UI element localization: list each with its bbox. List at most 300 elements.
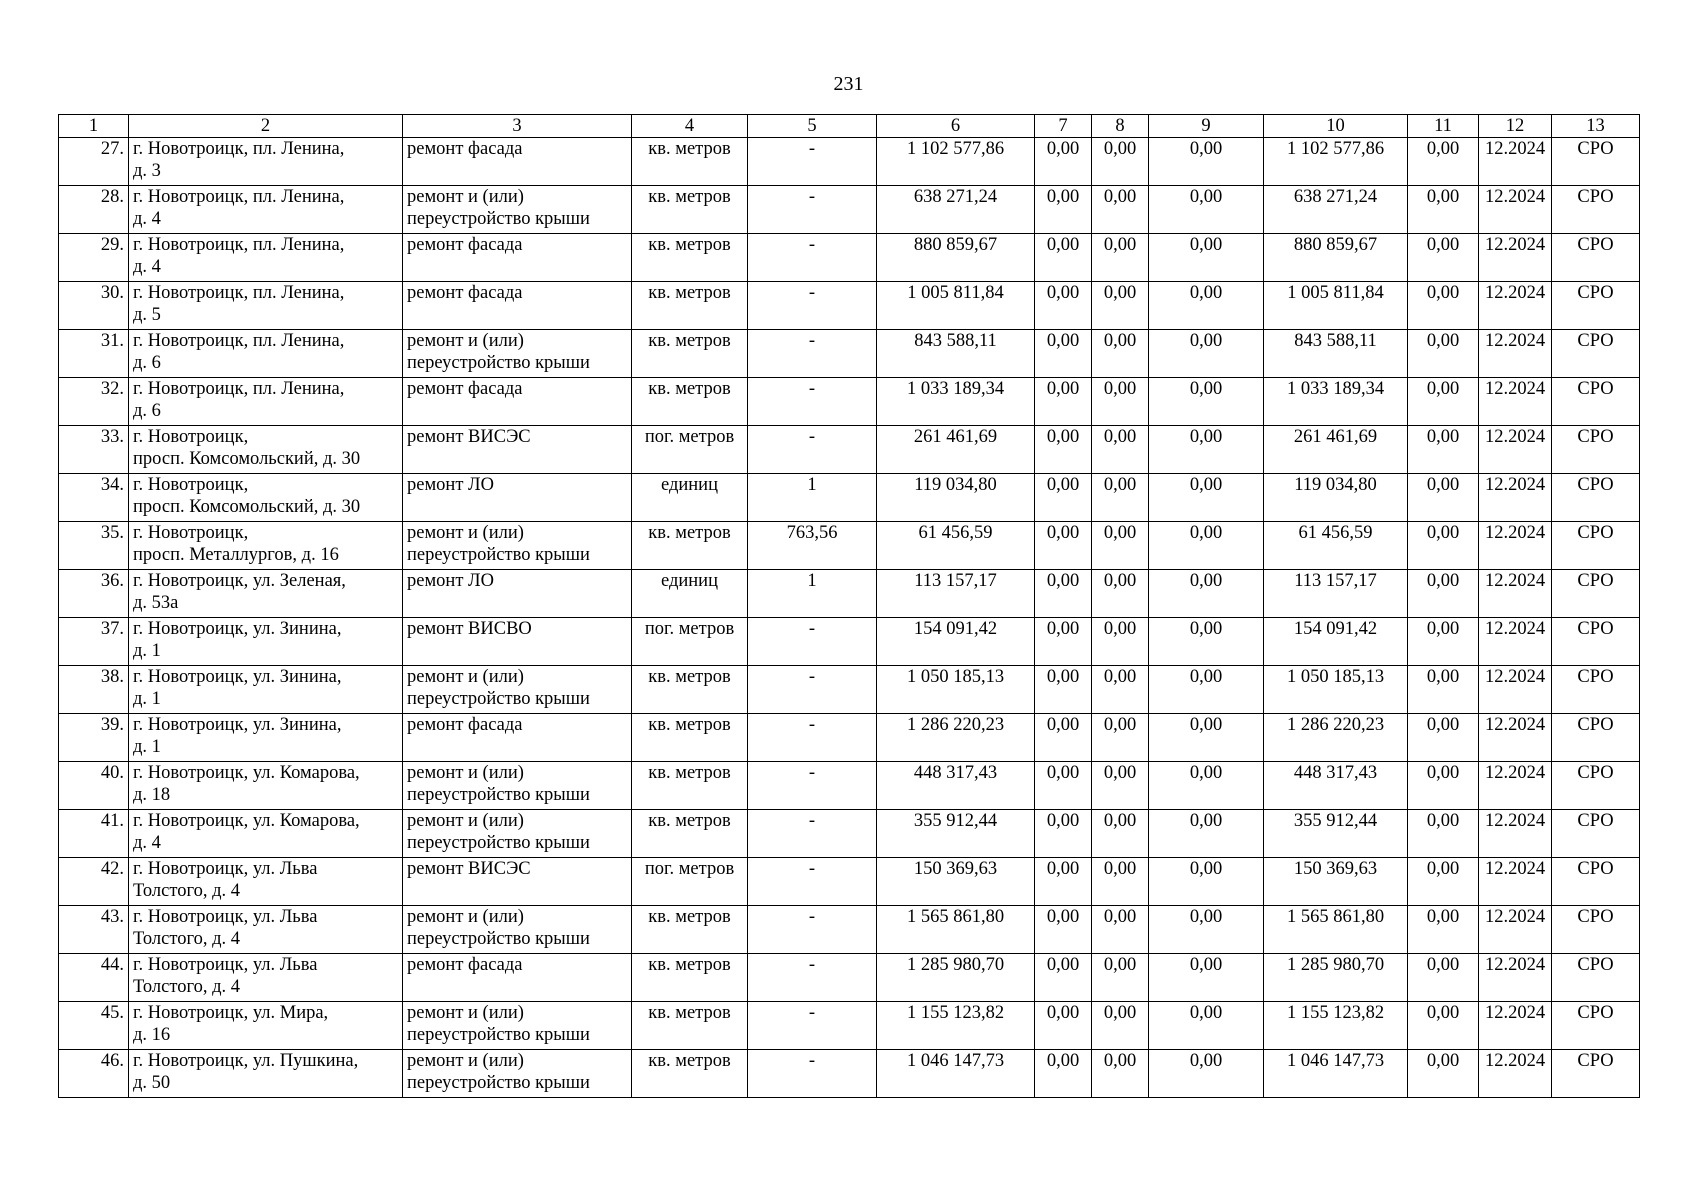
row-number-cell: 38. xyxy=(59,666,129,714)
column-7-cell: 0,00 xyxy=(1035,858,1092,906)
column-8-cell: 0,00 xyxy=(1092,1002,1149,1050)
address-line: д. 1 xyxy=(133,689,161,709)
column-header: 12 xyxy=(1479,115,1552,138)
column-9-cell: 0,00 xyxy=(1149,234,1264,282)
column-9-cell: 0,00 xyxy=(1149,858,1264,906)
work-type-line: переустройство крыши xyxy=(407,209,590,229)
address-line: г. Новотроицк, ул. Зинина, xyxy=(133,715,342,735)
work-type-line: ремонт и (или) xyxy=(407,523,524,543)
column-7-cell: 0,00 xyxy=(1035,474,1092,522)
address-line: просп. Металлургов, д. 16 xyxy=(133,545,339,565)
column-8-cell: 0,00 xyxy=(1092,906,1149,954)
column-11-cell: 0,00 xyxy=(1408,570,1479,618)
work-type-cell xyxy=(403,522,632,570)
work-type-cell xyxy=(403,906,632,954)
source-cell: СРО xyxy=(1552,138,1640,186)
work-type-line: переустройство крыши xyxy=(407,689,590,709)
address-cell xyxy=(129,666,403,714)
address-line: просп. Комсомольский, д. 30 xyxy=(133,449,361,469)
address-line: д. 16 xyxy=(133,1025,171,1045)
address-line: г. Новотроицк, ул. Комарова, xyxy=(133,763,360,783)
quantity-cell: - xyxy=(748,858,877,906)
total-cost-cell: 1 565 861,80 xyxy=(877,906,1035,954)
source-cell: СРО xyxy=(1552,1050,1640,1098)
row-number-cell: 29. xyxy=(59,234,129,282)
source-cell: СРО xyxy=(1552,282,1640,330)
work-type-line: ремонт ВИСЭС xyxy=(407,859,531,879)
deadline-cell: 12.2024 xyxy=(1479,474,1552,522)
work-type-line: ремонт и (или) xyxy=(407,1003,524,1023)
column-11-cell: 0,00 xyxy=(1408,522,1479,570)
column-9-cell: 0,00 xyxy=(1149,954,1264,1002)
work-type-cell xyxy=(403,234,632,282)
table-row xyxy=(59,762,1640,810)
column-11-cell: 0,00 xyxy=(1408,186,1479,234)
table-row xyxy=(59,570,1640,618)
address-line: г. Новотроицк, ул. Комарова, xyxy=(133,811,360,831)
column-7-cell: 0,00 xyxy=(1035,330,1092,378)
address-cell xyxy=(129,906,403,954)
address-line: д. 6 xyxy=(133,353,161,373)
column-8-cell: 0,00 xyxy=(1092,666,1149,714)
work-type-cell xyxy=(403,186,632,234)
deadline-cell: 12.2024 xyxy=(1479,330,1552,378)
address-cell xyxy=(129,810,403,858)
total-cost-cell: 113 157,17 xyxy=(877,570,1035,618)
column-10-cell: 1 050 185,13 xyxy=(1264,666,1408,714)
column-header: 8 xyxy=(1092,115,1149,138)
address-line: г. Новотроицк, ул. Зинина, xyxy=(133,667,342,687)
column-9-cell: 0,00 xyxy=(1149,762,1264,810)
address-line: д. 4 xyxy=(133,833,161,853)
column-8-cell: 0,00 xyxy=(1092,234,1149,282)
row-number-cell: 46. xyxy=(59,1050,129,1098)
work-type-line: переустройство крыши xyxy=(407,1025,590,1045)
column-9-cell: 0,00 xyxy=(1149,378,1264,426)
column-8-cell: 0,00 xyxy=(1092,330,1149,378)
column-10-cell: 355 912,44 xyxy=(1264,810,1408,858)
work-type-cell xyxy=(403,570,632,618)
address-line: д. 53а xyxy=(133,593,179,613)
address-cell xyxy=(129,570,403,618)
row-number-cell: 40. xyxy=(59,762,129,810)
deadline-cell: 12.2024 xyxy=(1479,234,1552,282)
unit-cell: кв. метров xyxy=(632,186,748,234)
unit-cell: пог. метров xyxy=(632,426,748,474)
work-type-line: ремонт фасада xyxy=(407,379,523,399)
total-cost-cell: 1 033 189,34 xyxy=(877,378,1035,426)
source-cell: СРО xyxy=(1552,378,1640,426)
work-type-line: ремонт и (или) xyxy=(407,763,524,783)
address-line: г. Новотроицк, ул. Зеленая, xyxy=(133,571,346,591)
column-8-cell: 0,00 xyxy=(1092,618,1149,666)
column-10-cell: 113 157,17 xyxy=(1264,570,1408,618)
source-cell: СРО xyxy=(1552,954,1640,1002)
work-type-line: ремонт фасада xyxy=(407,283,523,303)
work-type-cell xyxy=(403,1050,632,1098)
source-cell: СРО xyxy=(1552,762,1640,810)
quantity-cell: - xyxy=(748,1002,877,1050)
work-type-line: ремонт и (или) xyxy=(407,331,524,351)
quantity-cell: - xyxy=(748,762,877,810)
table-row xyxy=(59,858,1640,906)
column-header: 6 xyxy=(877,115,1035,138)
address-line: г. Новотроицк, пл. Ленина, xyxy=(133,283,345,303)
column-7-cell: 0,00 xyxy=(1035,570,1092,618)
work-type-line: переустройство крыши xyxy=(407,1073,590,1093)
row-number-cell: 43. xyxy=(59,906,129,954)
row-number-cell: 36. xyxy=(59,570,129,618)
column-8-cell: 0,00 xyxy=(1092,1050,1149,1098)
deadline-cell: 12.2024 xyxy=(1479,138,1552,186)
address-cell xyxy=(129,618,403,666)
unit-cell: единиц xyxy=(632,570,748,618)
column-header: 9 xyxy=(1149,115,1264,138)
column-11-cell: 0,00 xyxy=(1408,474,1479,522)
work-type-line: переустройство крыши xyxy=(407,545,590,565)
table-row xyxy=(59,426,1640,474)
row-number-cell: 37. xyxy=(59,618,129,666)
address-line: просп. Комсомольский, д. 30 xyxy=(133,497,361,517)
source-cell: СРО xyxy=(1552,714,1640,762)
column-11-cell: 0,00 xyxy=(1408,1002,1479,1050)
row-number-cell: 34. xyxy=(59,474,129,522)
column-9-cell: 0,00 xyxy=(1149,138,1264,186)
column-11-cell: 0,00 xyxy=(1408,666,1479,714)
row-number-cell: 44. xyxy=(59,954,129,1002)
quantity-cell: - xyxy=(748,906,877,954)
work-type-line: ремонт фасада xyxy=(407,715,523,735)
column-8-cell: 0,00 xyxy=(1092,426,1149,474)
total-cost-cell: 880 859,67 xyxy=(877,234,1035,282)
row-number-cell: 28. xyxy=(59,186,129,234)
address-line: г. Новотроицк, ул. Льва xyxy=(133,955,318,975)
quantity-cell: - xyxy=(748,1050,877,1098)
unit-cell: кв. метров xyxy=(632,666,748,714)
deadline-cell: 12.2024 xyxy=(1479,954,1552,1002)
column-header: 10 xyxy=(1264,115,1408,138)
column-header: 7 xyxy=(1035,115,1092,138)
row-number-cell: 32. xyxy=(59,378,129,426)
quantity-cell: - xyxy=(748,186,877,234)
table-row xyxy=(59,666,1640,714)
deadline-cell: 12.2024 xyxy=(1479,762,1552,810)
source-cell: СРО xyxy=(1552,618,1640,666)
total-cost-cell: 1 286 220,23 xyxy=(877,714,1035,762)
work-type-line: ремонт и (или) xyxy=(407,907,524,927)
address-line: г. Новотроицк, пл. Ленина, xyxy=(133,139,345,159)
column-10-cell: 1 565 861,80 xyxy=(1264,906,1408,954)
address-line: д. 5 xyxy=(133,305,161,325)
column-header: 11 xyxy=(1408,115,1479,138)
address-line: д. 6 xyxy=(133,401,161,421)
work-type-line: ремонт фасада xyxy=(407,955,523,975)
work-type-cell xyxy=(403,618,632,666)
column-9-cell: 0,00 xyxy=(1149,618,1264,666)
address-line: г. Новотроицк, пл. Ленина, xyxy=(133,187,345,207)
table-row xyxy=(59,234,1640,282)
table-row xyxy=(59,954,1640,1002)
column-11-cell: 0,00 xyxy=(1408,906,1479,954)
column-header: 13 xyxy=(1552,115,1640,138)
repair-register-table xyxy=(58,114,1640,1098)
column-10-cell: 154 091,42 xyxy=(1264,618,1408,666)
total-cost-cell: 1 050 185,13 xyxy=(877,666,1035,714)
table-row xyxy=(59,1050,1640,1098)
unit-cell: кв. метров xyxy=(632,234,748,282)
column-10-cell: 1 046 147,73 xyxy=(1264,1050,1408,1098)
address-line: Толстого, д. 4 xyxy=(133,929,240,949)
total-cost-cell: 638 271,24 xyxy=(877,186,1035,234)
address-cell xyxy=(129,426,403,474)
total-cost-cell: 154 091,42 xyxy=(877,618,1035,666)
deadline-cell: 12.2024 xyxy=(1479,1050,1552,1098)
source-cell: СРО xyxy=(1552,666,1640,714)
row-number-cell: 35. xyxy=(59,522,129,570)
column-8-cell: 0,00 xyxy=(1092,954,1149,1002)
column-7-cell: 0,00 xyxy=(1035,282,1092,330)
total-cost-cell: 261 461,69 xyxy=(877,426,1035,474)
column-8-cell: 0,00 xyxy=(1092,762,1149,810)
row-number-cell: 31. xyxy=(59,330,129,378)
work-type-line: ремонт и (или) xyxy=(407,667,524,687)
column-header: 1 xyxy=(59,115,129,138)
unit-cell: пог. метров xyxy=(632,618,748,666)
deadline-cell: 12.2024 xyxy=(1479,282,1552,330)
column-8-cell: 0,00 xyxy=(1092,282,1149,330)
work-type-cell xyxy=(403,138,632,186)
work-type-line: ремонт ЛО xyxy=(407,475,494,495)
work-type-line: ремонт и (или) xyxy=(407,1051,524,1071)
column-9-cell: 0,00 xyxy=(1149,810,1264,858)
address-cell xyxy=(129,138,403,186)
source-cell: СРО xyxy=(1552,906,1640,954)
quantity-cell: - xyxy=(748,666,877,714)
row-number-cell: 39. xyxy=(59,714,129,762)
column-7-cell: 0,00 xyxy=(1035,426,1092,474)
row-number-cell: 42. xyxy=(59,858,129,906)
work-type-line: переустройство крыши xyxy=(407,785,590,805)
column-9-cell: 0,00 xyxy=(1149,330,1264,378)
work-type-cell xyxy=(403,666,632,714)
source-cell: СРО xyxy=(1552,426,1640,474)
column-10-cell: 1 033 189,34 xyxy=(1264,378,1408,426)
work-type-cell xyxy=(403,810,632,858)
source-cell: СРО xyxy=(1552,186,1640,234)
source-cell: СРО xyxy=(1552,474,1640,522)
work-type-cell xyxy=(403,474,632,522)
table-row xyxy=(59,810,1640,858)
deadline-cell: 12.2024 xyxy=(1479,666,1552,714)
work-type-cell xyxy=(403,426,632,474)
unit-cell: кв. метров xyxy=(632,330,748,378)
column-10-cell: 880 859,67 xyxy=(1264,234,1408,282)
work-type-line: ремонт ЛО xyxy=(407,571,494,591)
column-number-row xyxy=(59,115,1640,138)
column-11-cell: 0,00 xyxy=(1408,330,1479,378)
row-number-cell: 27. xyxy=(59,138,129,186)
column-9-cell: 0,00 xyxy=(1149,426,1264,474)
total-cost-cell: 61 456,59 xyxy=(877,522,1035,570)
total-cost-cell: 1 046 147,73 xyxy=(877,1050,1035,1098)
work-type-cell xyxy=(403,714,632,762)
column-11-cell: 0,00 xyxy=(1408,858,1479,906)
work-type-line: переустройство крыши xyxy=(407,833,590,853)
column-10-cell: 261 461,69 xyxy=(1264,426,1408,474)
column-11-cell: 0,00 xyxy=(1408,714,1479,762)
deadline-cell: 12.2024 xyxy=(1479,570,1552,618)
table-row xyxy=(59,906,1640,954)
deadline-cell: 12.2024 xyxy=(1479,378,1552,426)
address-line: г. Новотроицк, ул. Зинина, xyxy=(133,619,342,639)
work-type-line: ремонт и (или) xyxy=(407,811,524,831)
row-number-cell: 33. xyxy=(59,426,129,474)
deadline-cell: 12.2024 xyxy=(1479,906,1552,954)
column-11-cell: 0,00 xyxy=(1408,1050,1479,1098)
address-line: д. 4 xyxy=(133,257,161,277)
deadline-cell: 12.2024 xyxy=(1479,714,1552,762)
source-cell: СРО xyxy=(1552,810,1640,858)
deadline-cell: 12.2024 xyxy=(1479,858,1552,906)
address-cell xyxy=(129,378,403,426)
source-cell: СРО xyxy=(1552,330,1640,378)
column-11-cell: 0,00 xyxy=(1408,954,1479,1002)
column-7-cell: 0,00 xyxy=(1035,666,1092,714)
address-cell xyxy=(129,282,403,330)
column-8-cell: 0,00 xyxy=(1092,570,1149,618)
work-type-cell xyxy=(403,762,632,810)
work-type-cell xyxy=(403,954,632,1002)
unit-cell: кв. метров xyxy=(632,810,748,858)
address-line: д. 1 xyxy=(133,641,161,661)
table-row xyxy=(59,714,1640,762)
total-cost-cell: 1 285 980,70 xyxy=(877,954,1035,1002)
source-cell: СРО xyxy=(1552,1002,1640,1050)
column-11-cell: 0,00 xyxy=(1408,378,1479,426)
address-line: д. 3 xyxy=(133,161,161,181)
column-9-cell: 0,00 xyxy=(1149,186,1264,234)
source-cell: СРО xyxy=(1552,570,1640,618)
column-7-cell: 0,00 xyxy=(1035,810,1092,858)
unit-cell: кв. метров xyxy=(632,906,748,954)
table-row xyxy=(59,474,1640,522)
address-line: г. Новотроицк, ул. Пушкина, xyxy=(133,1051,359,1071)
row-number-cell: 41. xyxy=(59,810,129,858)
work-type-line: переустройство крыши xyxy=(407,353,590,373)
unit-cell: кв. метров xyxy=(632,714,748,762)
address-line: г. Новотроицк, пл. Ленина, xyxy=(133,379,345,399)
column-10-cell: 1 155 123,82 xyxy=(1264,1002,1408,1050)
address-line: Толстого, д. 4 xyxy=(133,881,240,901)
page-number: 231 xyxy=(833,73,864,95)
unit-cell: кв. метров xyxy=(632,522,748,570)
deadline-cell: 12.2024 xyxy=(1479,186,1552,234)
address-line: г. Новотроицк, пл. Ленина, xyxy=(133,331,345,351)
total-cost-cell: 1 005 811,84 xyxy=(877,282,1035,330)
total-cost-cell: 355 912,44 xyxy=(877,810,1035,858)
column-header: 3 xyxy=(403,115,632,138)
work-type-cell xyxy=(403,282,632,330)
column-7-cell: 0,00 xyxy=(1035,906,1092,954)
unit-cell: кв. метров xyxy=(632,378,748,426)
total-cost-cell: 1 155 123,82 xyxy=(877,1002,1035,1050)
work-type-line: ремонт и (или) xyxy=(407,187,524,207)
unit-cell: кв. метров xyxy=(632,1002,748,1050)
column-8-cell: 0,00 xyxy=(1092,714,1149,762)
address-line: г. Новотроицк, ул. Льва xyxy=(133,859,318,879)
quantity-cell: - xyxy=(748,138,877,186)
table-row xyxy=(59,522,1640,570)
total-cost-cell: 448 317,43 xyxy=(877,762,1035,810)
unit-cell: кв. метров xyxy=(632,954,748,1002)
quantity-cell: - xyxy=(748,378,877,426)
column-10-cell: 843 588,11 xyxy=(1264,330,1408,378)
address-line: г. Новотроицк, xyxy=(133,523,249,543)
table-row xyxy=(59,186,1640,234)
column-8-cell: 0,00 xyxy=(1092,138,1149,186)
quantity-cell: 763,56 xyxy=(748,522,877,570)
work-type-line: ремонт ВИСЭС xyxy=(407,427,531,447)
column-8-cell: 0,00 xyxy=(1092,810,1149,858)
source-cell: СРО xyxy=(1552,522,1640,570)
quantity-cell: - xyxy=(748,810,877,858)
column-9-cell: 0,00 xyxy=(1149,1050,1264,1098)
column-9-cell: 0,00 xyxy=(1149,1002,1264,1050)
source-cell: СРО xyxy=(1552,234,1640,282)
address-line: г. Новотроицк, ул. Мира, xyxy=(133,1003,329,1023)
total-cost-cell: 119 034,80 xyxy=(877,474,1035,522)
work-type-cell xyxy=(403,330,632,378)
register-body xyxy=(59,138,1640,1098)
column-11-cell: 0,00 xyxy=(1408,426,1479,474)
work-type-line: ремонт фасада xyxy=(407,139,523,159)
column-7-cell: 0,00 xyxy=(1035,714,1092,762)
address-cell xyxy=(129,474,403,522)
column-8-cell: 0,00 xyxy=(1092,522,1149,570)
column-10-cell: 1 286 220,23 xyxy=(1264,714,1408,762)
row-number-cell: 45. xyxy=(59,1002,129,1050)
address-cell xyxy=(129,1050,403,1098)
address-line: д. 4 xyxy=(133,209,161,229)
address-line: д. 18 xyxy=(133,785,171,805)
column-7-cell: 0,00 xyxy=(1035,954,1092,1002)
column-header: 4 xyxy=(632,115,748,138)
work-type-cell xyxy=(403,1002,632,1050)
column-11-cell: 0,00 xyxy=(1408,138,1479,186)
column-7-cell: 0,00 xyxy=(1035,1002,1092,1050)
column-8-cell: 0,00 xyxy=(1092,474,1149,522)
column-7-cell: 0,00 xyxy=(1035,1050,1092,1098)
column-11-cell: 0,00 xyxy=(1408,234,1479,282)
column-10-cell: 1 102 577,86 xyxy=(1264,138,1408,186)
table-row xyxy=(59,138,1640,186)
column-header: 5 xyxy=(748,115,877,138)
deadline-cell: 12.2024 xyxy=(1479,522,1552,570)
column-10-cell: 119 034,80 xyxy=(1264,474,1408,522)
work-type-line: ремонт ВИСВО xyxy=(407,619,532,639)
table-row xyxy=(59,378,1640,426)
address-line: г. Новотроицк, xyxy=(133,475,249,495)
address-line: д. 50 xyxy=(133,1073,171,1093)
column-8-cell: 0,00 xyxy=(1092,186,1149,234)
column-7-cell: 0,00 xyxy=(1035,378,1092,426)
column-8-cell: 0,00 xyxy=(1092,858,1149,906)
deadline-cell: 12.2024 xyxy=(1479,426,1552,474)
column-9-cell: 0,00 xyxy=(1149,522,1264,570)
column-9-cell: 0,00 xyxy=(1149,570,1264,618)
column-7-cell: 0,00 xyxy=(1035,186,1092,234)
column-9-cell: 0,00 xyxy=(1149,714,1264,762)
